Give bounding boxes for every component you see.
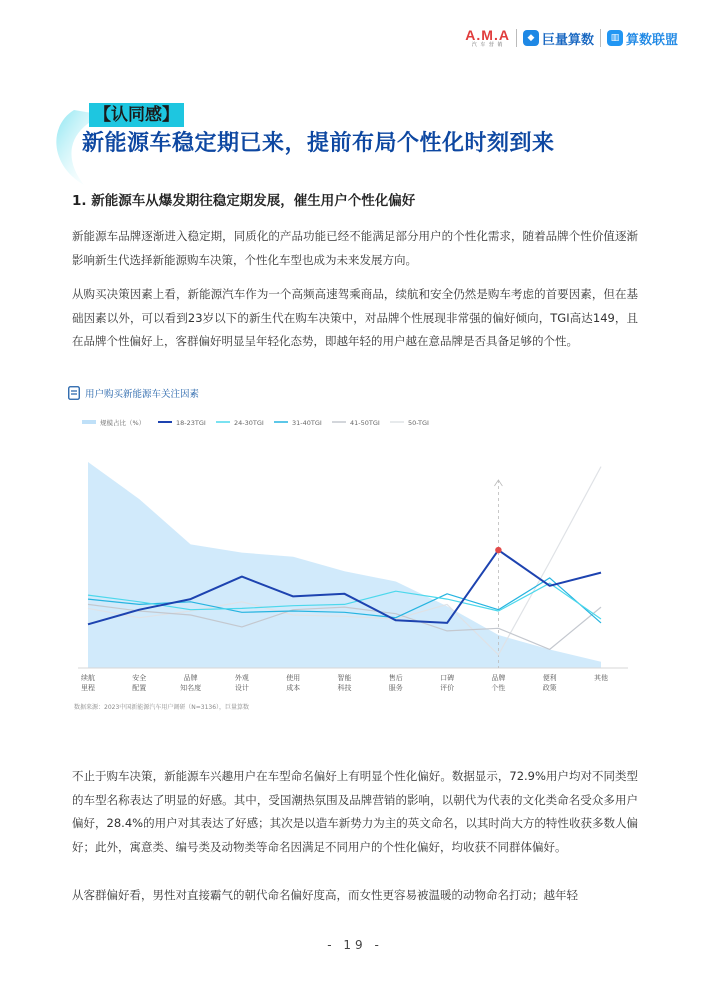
chart-x-tick-label: 品牌 [491,674,506,682]
suanshu-logo-text: 算数联盟 [625,32,678,48]
chart-x-tick-label: 品牌 [183,674,198,682]
ama-logo-subtext: 汽 车 营 销 [471,42,504,48]
juliang-logo-text: 巨量算数 [541,32,594,48]
chart-source: 数据来源：2023中国新能源汽车用户调研（N=3136），巨量算数 [74,704,250,711]
chart-header [68,386,199,400]
page-number: - 19 - [327,938,383,952]
chart-title: 用户购买新能源车关注因素 [85,389,200,400]
chart-x-tick-label: 口碑 [440,674,455,682]
suanshu-logo [607,29,678,48]
chart-x-tick-label: 售后 [388,674,403,682]
chart-x-tick-label: 使用 [286,674,301,682]
chart-x-tick-label: 安全 [132,674,147,682]
chart-legend-label: 41-50TGI [350,419,380,427]
logo-divider [600,29,601,47]
chart-legend-label: 规模占比（%） [100,419,146,427]
chart-legend-label: 18-23TGI [176,419,206,427]
chart-x-tick-label: 其他 [594,674,608,682]
chart-container [68,386,640,716]
logo-divider [516,29,517,47]
chart-x-tick-label: 便利 [542,674,557,682]
chart-x-tick-label: 评价 [440,684,455,692]
chart-x-tick-label: 智能 [337,674,352,682]
suanshu-logo-icon: ▥ [607,30,623,46]
chart-x-tick-label: 知名度 [180,684,202,692]
chart-x-tick-label: 设计 [234,684,249,692]
chart-x-tick-label: 配置 [132,684,147,692]
chart-x-tick-label: 里程 [81,684,95,692]
chart-legend-label: 24-30TGI [234,419,264,427]
paragraph-decision-factors: 从购买决策因素上看，新能源汽车作为一个高频高速驾乘商品，续航和安全仍然是购车考虑的首要因素，但在基础因素以外，可以看到23岁以下的新生代在购车决策中，对品牌个性展现非常强的偏好倾向，TGI高达149，且在品牌个性偏好上，客群偏好明显呈年轻化态势，即越年轻的用户越在意品牌是否具备足够的个性。 [72,287,638,348]
chart-x-tick-label: 续航 [81,674,95,682]
chart-x-tick-label: 科技 [337,684,352,692]
chart-legend-label: 31-40TGI [292,419,322,427]
chart-legend-label: 50-TGI [408,419,429,427]
paragraph-intro: 新能源车品牌逐渐进入稳定期，同质化的产品功能已经不能满足部分用户的个性化需求，随着品牌个性价值逐渐影响新生代选择新能源购车决策，个性化车型也成为未来发展方向。 [72,229,638,267]
chart-highlight-point [495,547,501,553]
chart-x-tick-label: 政策 [542,684,557,692]
chart-x-tick-label: 外观 [234,674,249,682]
ama-logo-text: A.M.A [465,27,510,43]
section-heading: 1. 新能源车从爆发期往稳定期发展，催生用户个性化偏好 [72,193,416,209]
chart-x-tick-label: 成本 [286,684,301,692]
header-logos [465,28,678,48]
juliang-logo-icon: ◆ [523,30,539,46]
chart-x-tick-label: 个性 [491,684,506,692]
paragraph-naming-preference: 不止于购车决策，新能源车兴趣用户在车型命名偏好上有明显个性化偏好。数据显示，72.9%用户均对不同类型的车型名称表达了明显的好感。其中，受国潮热氛围及品牌营销的影响，以朝代为代表的文化类命名受众多用户偏好，28.4%的用户对其表达了好感；其次是以造车新势力为主的英文命名，以其时尚大方的特性收获多数人偏好；此外，寓意类、编号类及动物类等命名因满足不同用户的个性化偏好，均收获不同群体偏好。 [72,769,638,854]
page-title: 新能源车稳定期已来，提前布局个性化时刻到来 [82,131,555,156]
juliang-logo [523,29,594,48]
paragraph-audience-preference: 从客群偏好看，男性对直接霸气的朝代命名偏好度高，而女性更容易被温暖的动物命名打动；越年轻 [72,888,578,902]
ama-logo [465,28,510,48]
chart-x-tick-label: 服务 [388,684,403,692]
document-icon [68,386,80,400]
chart-canvas [68,386,640,716]
chart-area-scale-share [88,462,601,668]
title-tag: 【认同感】 [89,103,184,127]
